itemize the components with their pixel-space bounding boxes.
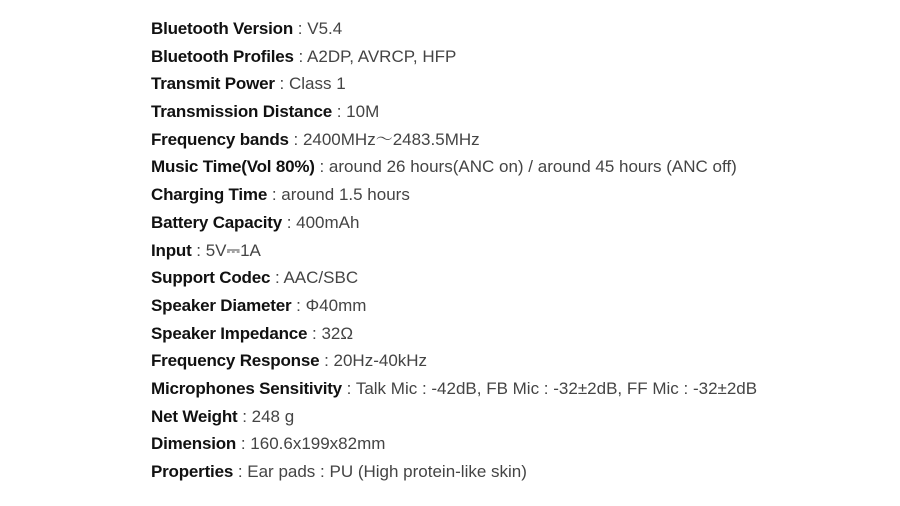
spec-row-microphones-sensitivity: [151, 375, 871, 403]
spec-label: Input: [151, 240, 192, 260]
spec-row-properties: [151, 458, 871, 486]
spec-value: 10M: [346, 102, 380, 122]
spec-value: Ear pads : PU (High protein-like skin): [247, 462, 527, 481]
spec-separator: :: [237, 406, 252, 426]
spec-value: Talk Mic : -42dB, FB Mic : -32±2dB, FF Mic : -32±2dB: [355, 378, 758, 398]
spec-label: Frequency Response: [151, 351, 320, 371]
spec-value: AAC/SBC: [283, 268, 359, 288]
spec-value: 20Hz-40kHz: [333, 351, 428, 371]
spec-value: around 26 hours(ANC on) / around 45 hours (ANC off): [328, 157, 737, 177]
spec-row-net-weight: [151, 403, 871, 431]
spec-value: A2DP, AVRCP, HFP: [307, 46, 457, 66]
spec-row-frequency-response: [151, 347, 871, 375]
spec-row-bluetooth-version: [151, 15, 871, 43]
spec-list: [151, 15, 871, 486]
spec-separator: :: [293, 46, 308, 66]
spec-value: Φ40mm: [305, 295, 367, 315]
spec-label: Speaker Diameter: [151, 295, 292, 315]
spec-label: Microphones Sensitivity: [151, 378, 342, 398]
spec-row-dimension: [151, 430, 871, 458]
spec-value: 2400MHz～2483.5MHz: [302, 129, 480, 149]
spec-value: 248 g: [251, 406, 295, 426]
spec-separator: :: [291, 295, 306, 315]
spec-value: 32Ω: [321, 323, 354, 343]
spec-row-speaker-diameter: [151, 292, 871, 320]
spec-label: Transmission Distance: [151, 102, 332, 122]
spec-label: Transmit Power: [151, 74, 275, 94]
spec-separator: :: [274, 74, 289, 94]
spec-separator: :: [331, 102, 347, 122]
spec-label: Net Weight: [151, 406, 238, 426]
spec-value: Class 1: [288, 74, 346, 94]
spec-row-bluetooth-profiles: [151, 43, 871, 71]
spec-separator: :: [270, 268, 284, 288]
spec-label: Support Codec: [151, 268, 271, 288]
spec-separator: :: [191, 240, 206, 260]
spec-row-battery-capacity: [151, 209, 871, 237]
spec-separator: :: [281, 212, 297, 232]
spec-separator: :: [233, 462, 248, 481]
spec-value: 160.6x199x82mm: [250, 434, 386, 454]
spec-value: 400mAh: [296, 212, 360, 232]
spec-row-support-codec: [151, 264, 871, 292]
spec-label: Music Time(Vol 80%): [151, 157, 315, 177]
spec-label: Frequency bands: [151, 129, 289, 149]
spec-separator: :: [314, 157, 329, 177]
spec-row-transmission-distance: [151, 98, 871, 126]
spec-label: Dimension: [151, 434, 237, 454]
spec-row-charging-time: [151, 181, 871, 209]
spec-separator: :: [288, 129, 303, 149]
spec-value: 5V⎓1A: [205, 240, 261, 260]
spec-label: Battery Capacity: [151, 212, 282, 232]
spec-value: around 1.5 hours: [281, 185, 410, 205]
spec-separator: :: [319, 351, 334, 371]
spec-row-input: [151, 237, 871, 265]
spec-separator: :: [293, 19, 308, 38]
spec-separator: :: [307, 323, 322, 343]
spec-label: Speaker Impedance: [151, 323, 308, 343]
spec-value: V5.4: [307, 19, 343, 38]
spec-separator: :: [267, 185, 282, 205]
spec-row-music-time: [151, 153, 871, 181]
spec-separator: :: [341, 378, 356, 398]
spec-label: Charging Time: [151, 185, 268, 205]
spec-label: Bluetooth Version: [151, 19, 294, 38]
spec-row-frequency-bands: [151, 126, 871, 154]
spec-label: Bluetooth Profiles: [151, 46, 294, 66]
spec-row-transmit-power: [151, 70, 871, 98]
spec-label: Properties: [151, 462, 234, 481]
spec-row-speaker-impedance: [151, 320, 871, 348]
spec-separator: :: [236, 434, 251, 454]
